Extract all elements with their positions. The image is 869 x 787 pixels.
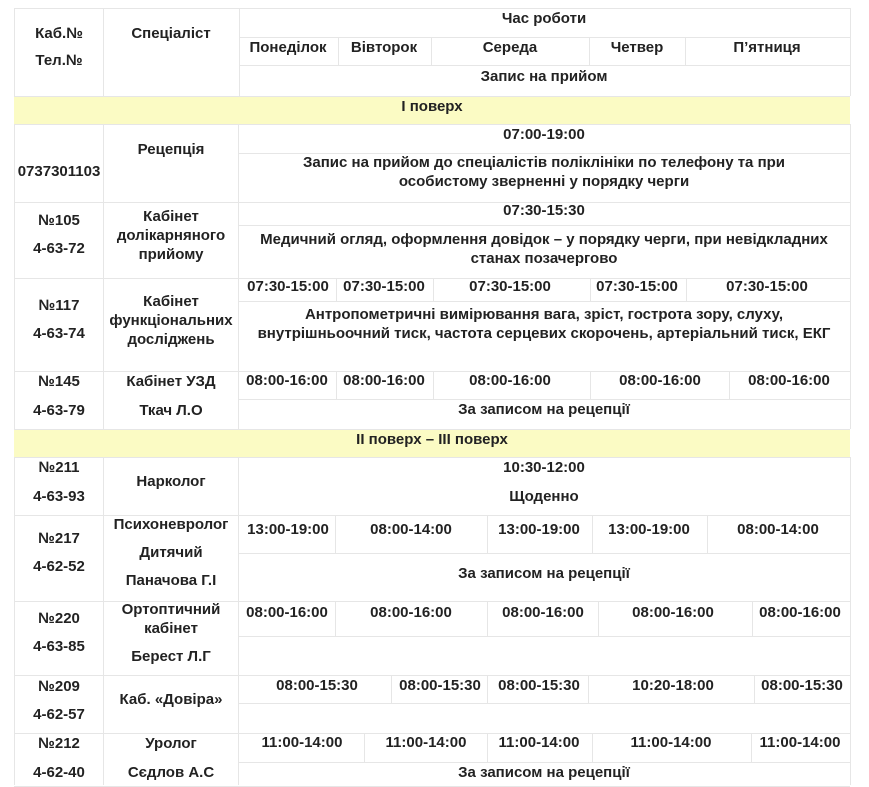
day-divider [433, 371, 434, 399]
room-220-monday: 08:00-16:00 [246, 604, 328, 621]
floor-2-label: ІІ поверх – ІІІ поверх [356, 431, 508, 448]
day-divider [686, 278, 687, 301]
column-divider [103, 124, 104, 429]
day-divider [364, 733, 365, 762]
header-hours: Час роботи [501, 10, 587, 27]
room-209-number: №209 [38, 678, 80, 695]
room-217-doctor: Паначова Г.І [125, 572, 217, 589]
room-105-name: Кабінет долікарняного прийому [116, 208, 226, 263]
room-117-thursday: 07:30-15:00 [596, 278, 678, 295]
room-220-tuesday: 08:00-16:00 [370, 604, 452, 621]
day-divider [487, 733, 488, 762]
room-212-monday: 11:00-14:00 [261, 734, 343, 751]
room-209-tuesday: 08:00-15:30 [399, 677, 481, 694]
day-divider [487, 675, 488, 703]
room-145-friday: 08:00-16:00 [748, 372, 830, 389]
day-divider [335, 601, 336, 636]
header-specialist: Спеціаліст [131, 25, 211, 42]
room-209-monday: 08:00-15:30 [276, 677, 358, 694]
column-divider [239, 8, 240, 96]
room-117-monday: 07:30-15:00 [247, 278, 329, 295]
cell-divider [238, 636, 850, 637]
header-row [14, 8, 850, 97]
room-211-note: Щоденно [509, 488, 579, 505]
cell-divider [238, 301, 850, 302]
header-divider [239, 65, 850, 66]
table-right-border [850, 8, 851, 96]
room-220-doctor: Берест Л.Г [131, 648, 211, 665]
table-left-border [14, 124, 15, 429]
column-divider [238, 124, 239, 429]
day-divider [590, 371, 591, 399]
column-divider [103, 457, 104, 785]
header-day-wednesday: Середа [482, 39, 538, 56]
room-145-doctor: Ткач Л.О [139, 402, 203, 419]
table-left-border [14, 457, 15, 785]
room-211-hours: 10:30-12:00 [503, 459, 585, 476]
day-divider [487, 601, 488, 636]
room-217-name-1: Психоневролог [113, 516, 229, 533]
room-217-phone: 4-62-52 [33, 558, 85, 575]
room-220-thursday: 08:00-16:00 [632, 604, 714, 621]
column-divider [238, 457, 239, 785]
table-right-border [850, 457, 851, 785]
room-220-phone: 4-63-85 [33, 638, 85, 655]
room-217-monday: 13:00-19:00 [247, 521, 329, 538]
room-212-wednesday: 11:00-14:00 [498, 734, 580, 751]
room-145-monday: 08:00-16:00 [246, 372, 328, 389]
room-220-wednesday: 08:00-16:00 [502, 604, 584, 621]
room-145-wednesday: 08:00-16:00 [469, 372, 551, 389]
cell-divider [238, 225, 850, 226]
header-day-tuesday: Вівторок [350, 39, 418, 56]
header-appointment: Запис на прийом [480, 68, 608, 85]
room-217-number: №217 [38, 530, 80, 547]
room-117-number: №117 [38, 297, 80, 314]
day-divider [590, 278, 591, 301]
header-phone: Тел.№ [35, 52, 83, 69]
header-day-friday: П’ятниця [733, 39, 801, 56]
room-217-name-2: Дитячий [139, 544, 203, 561]
room-209-thursday: 10:20-18:00 [632, 677, 714, 694]
day-divider [336, 278, 337, 301]
room-145-number: №145 [38, 373, 80, 390]
room-145-note: За записом на рецепції [458, 401, 630, 418]
room-145-phone: 4-63-79 [33, 402, 85, 419]
room-145-thursday: 08:00-16:00 [619, 372, 701, 389]
day-divider [707, 515, 708, 553]
day-divider [685, 37, 686, 65]
room-209-wednesday: 08:00-15:30 [498, 677, 580, 694]
room-212-thursday: 11:00-14:00 [630, 734, 712, 751]
room-212-tuesday: 11:00-14:00 [385, 734, 467, 751]
day-divider [592, 515, 593, 553]
day-divider [589, 37, 590, 65]
day-divider [754, 675, 755, 703]
reception-phone: 0737301103 [17, 163, 101, 180]
room-105-note: Медичний огляд, оформлення довідок – у порядку черги, при невідкладних станах позачергово [260, 231, 828, 267]
room-217-note: За записом на рецепції [458, 565, 630, 582]
floor-1-label: І поверх [401, 98, 463, 115]
day-divider [335, 515, 336, 553]
day-divider [729, 371, 730, 399]
table-right-border [850, 124, 851, 429]
room-105-number: №105 [38, 212, 80, 229]
room-211-name: Нарколог [136, 473, 206, 490]
table-left-border [14, 8, 15, 96]
day-divider [391, 675, 392, 703]
day-divider [752, 601, 753, 636]
day-divider [487, 515, 488, 553]
room-145-tuesday: 08:00-16:00 [343, 372, 425, 389]
room-220-name: Ортоптичний кабінет [121, 601, 221, 637]
room-212-note: За записом на рецепції [458, 764, 630, 781]
reception-name: Рецепція [137, 141, 205, 158]
reception-hours: 07:00-19:00 [503, 126, 585, 143]
day-divider [588, 675, 589, 703]
room-117-friday: 07:30-15:00 [726, 278, 808, 295]
day-divider [431, 37, 432, 65]
room-117-wednesday: 07:30-15:00 [469, 278, 551, 295]
room-217-tuesday: 08:00-14:00 [370, 521, 452, 538]
room-220-number: №220 [38, 610, 80, 627]
room-209-phone: 4-62-57 [33, 706, 85, 723]
room-220-friday: 08:00-16:00 [759, 604, 841, 621]
header-day-thursday: Четвер [610, 39, 664, 56]
day-divider [598, 601, 599, 636]
room-212-phone: 4-62-40 [33, 764, 85, 781]
day-divider [336, 371, 337, 399]
room-105-hours: 07:30-15:30 [503, 202, 585, 219]
room-212-doctor: Сєдлов А.С [127, 764, 215, 781]
room-209-name: Каб. «Довіра» [119, 691, 223, 708]
room-212-number: №212 [38, 735, 80, 752]
reception-note: Запис на прийом до спеціалістів поліклініки по телефону та при особистому зверненні у порядку черги [302, 154, 786, 190]
room-212-name: Уролог [145, 735, 197, 752]
room-145-name: Кабінет УЗД [126, 373, 216, 390]
day-divider [592, 733, 593, 762]
room-117-tuesday: 07:30-15:00 [343, 278, 425, 295]
cell-divider [238, 553, 850, 554]
day-divider [338, 37, 339, 65]
room-211-number: №211 [38, 459, 80, 476]
room-212-friday: 11:00-14:00 [759, 734, 841, 751]
room-211-phone: 4-63-93 [33, 488, 85, 505]
cell-divider [238, 703, 850, 704]
day-divider [751, 733, 752, 762]
header-day-monday: Понеділок [249, 39, 327, 56]
room-217-thursday: 13:00-19:00 [608, 521, 690, 538]
room-117-phone: 4-63-74 [33, 325, 85, 342]
room-117-note: Антропометричні вимірювання вага, зріст, гострота зору, слуху, внутрішньоочний тиск, частота серцевих скорочень, артеріальний тиск, ЕКГ [257, 306, 831, 342]
room-117-name: Кабінет функціональних досліджень [109, 293, 233, 348]
room-209-friday: 08:00-15:30 [761, 677, 843, 694]
room-217-friday: 08:00-14:00 [737, 521, 819, 538]
day-divider [433, 278, 434, 301]
column-divider [103, 8, 104, 96]
header-room: Каб.№ [35, 25, 83, 42]
room-217-wednesday: 13:00-19:00 [498, 521, 580, 538]
room-105-phone: 4-63-72 [33, 240, 85, 257]
